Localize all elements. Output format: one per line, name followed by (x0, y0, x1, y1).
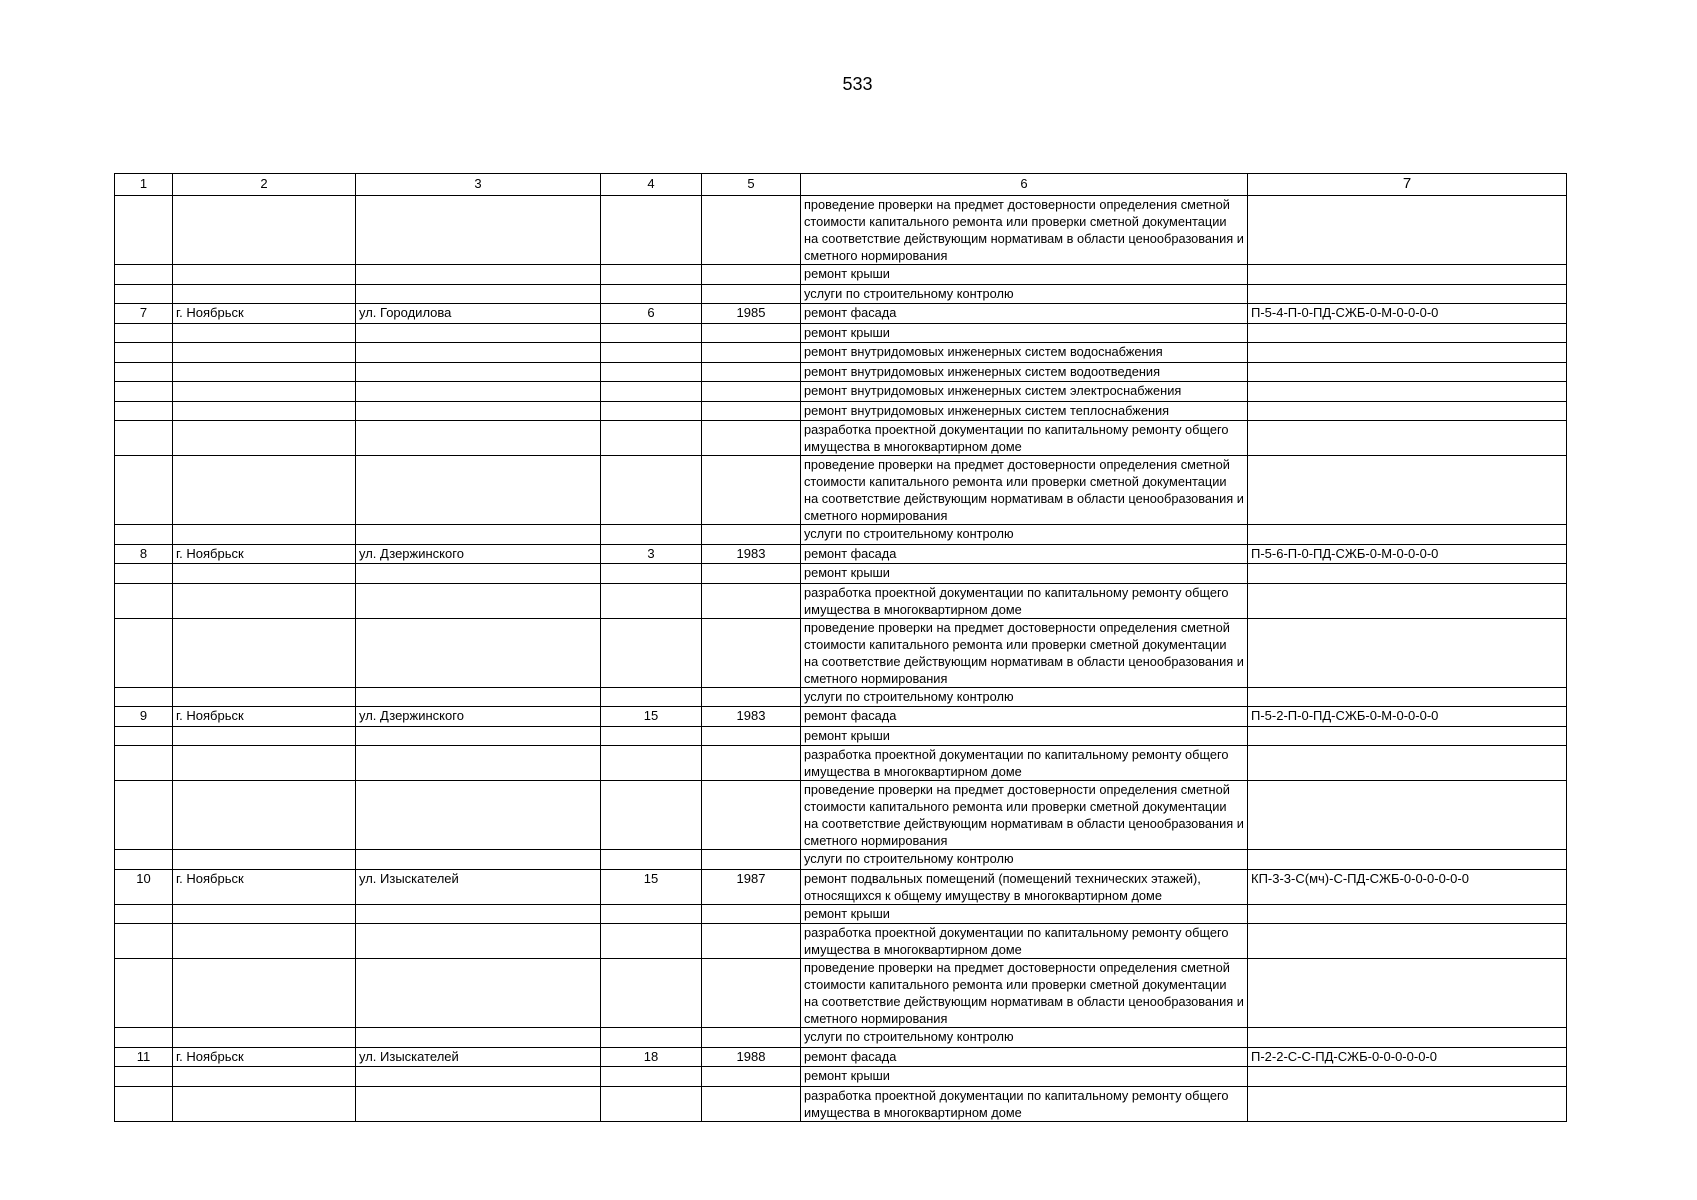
city-cell (173, 746, 356, 781)
build-year-cell (702, 1086, 801, 1121)
building-code-cell (1248, 1067, 1567, 1087)
work-type-cell: ремонт фасада (801, 544, 1248, 564)
house-number-cell: 3 (601, 544, 702, 564)
city-cell (173, 904, 356, 924)
house-number-cell (601, 265, 702, 285)
table-row (115, 525, 1567, 545)
build-year-cell (702, 583, 801, 618)
street-cell (356, 421, 601, 456)
work-type-cell: проведение проверки на предмет достоверности определения сметной стоимости капитального ремонта или проверки сметной документации на соответствие действующим нормативам в области ценообразования и сметного нормирования (801, 959, 1248, 1028)
table-row (115, 362, 1567, 382)
city-cell (173, 583, 356, 618)
work-type-cell: ремонт внутридомовых инженерных систем водоснабжения (801, 343, 1248, 363)
row-number-cell (115, 343, 173, 363)
row-number-cell (115, 726, 173, 746)
house-number-cell (601, 726, 702, 746)
street-cell (356, 687, 601, 707)
row-number-cell (115, 323, 173, 343)
building-code-cell (1248, 618, 1567, 687)
work-type-cell: ремонт крыши (801, 564, 1248, 584)
build-year-cell: 1985 (702, 304, 801, 324)
city-cell: г. Ноябрьск (173, 544, 356, 564)
building-code-cell (1248, 850, 1567, 870)
row-number-cell: 8 (115, 544, 173, 564)
building-code-cell (1248, 284, 1567, 304)
build-year-cell (702, 726, 801, 746)
city-cell (173, 1086, 356, 1121)
city-cell (173, 618, 356, 687)
header-cell-5: 5 (702, 174, 801, 196)
build-year-cell (702, 1067, 801, 1087)
house-number-cell (601, 323, 702, 343)
house-number-cell: 18 (601, 1047, 702, 1067)
house-number-cell (601, 362, 702, 382)
row-number-cell (115, 284, 173, 304)
row-number-cell (115, 618, 173, 687)
street-cell (356, 196, 601, 265)
street-cell (356, 618, 601, 687)
house-number-cell: 15 (601, 707, 702, 727)
street-cell (356, 323, 601, 343)
house-number-cell (601, 1028, 702, 1048)
street-cell (356, 456, 601, 525)
street-cell (356, 904, 601, 924)
building-code-cell (1248, 583, 1567, 618)
work-type-cell: ремонт крыши (801, 904, 1248, 924)
street-cell (356, 1028, 601, 1048)
building-code-cell (1248, 726, 1567, 746)
house-number-cell (601, 781, 702, 850)
table-row (115, 781, 1567, 850)
city-cell (173, 726, 356, 746)
build-year-cell (702, 1028, 801, 1048)
city-cell: г. Ноябрьск (173, 869, 356, 904)
building-code-cell (1248, 382, 1567, 402)
street-cell (356, 564, 601, 584)
building-code-cell (1248, 362, 1567, 382)
row-number-cell (115, 959, 173, 1028)
table-row (115, 924, 1567, 959)
work-type-cell: разработка проектной документации по капитальному ремонту общего имущества в многоквартирном доме (801, 421, 1248, 456)
row-number-cell (115, 1067, 173, 1087)
street-cell: ул. Городилова (356, 304, 601, 324)
building-code-cell (1248, 1028, 1567, 1048)
table-row (115, 1047, 1567, 1067)
city-cell (173, 850, 356, 870)
street-cell (356, 583, 601, 618)
build-year-cell: 1983 (702, 707, 801, 727)
build-year-cell (702, 382, 801, 402)
house-number-cell (601, 746, 702, 781)
building-code-cell: КП-3-3-С(мч)-С-ПД-СЖБ-0-0-0-0-0-0 (1248, 869, 1567, 904)
build-year-cell (702, 618, 801, 687)
table-row (115, 707, 1567, 727)
work-type-cell: услуги по строительному контролю (801, 850, 1248, 870)
building-code-cell: П-5-6-П-0-ПД-СЖБ-0-М-0-0-0-0 (1248, 544, 1567, 564)
city-cell (173, 456, 356, 525)
street-cell: ул. Дзержинского (356, 707, 601, 727)
street-cell (356, 265, 601, 285)
build-year-cell (702, 525, 801, 545)
header-cell-7: 7 (1248, 174, 1567, 196)
city-cell (173, 401, 356, 421)
building-code-cell (1248, 924, 1567, 959)
table-row (115, 304, 1567, 324)
work-type-cell: ремонт внутридомовых инженерных систем электроснабжения (801, 382, 1248, 402)
work-type-cell: проведение проверки на предмет достоверности определения сметной стоимости капитального ремонта или проверки сметной документации на соответствие действующим нормативам в области ценообразования и сметного нормирования (801, 781, 1248, 850)
header-cell-2: 2 (173, 174, 356, 196)
street-cell (356, 726, 601, 746)
house-number-cell (601, 564, 702, 584)
house-number-cell (601, 1086, 702, 1121)
table-row (115, 323, 1567, 343)
build-year-cell (702, 959, 801, 1028)
row-number-cell (115, 746, 173, 781)
row-number-cell (115, 525, 173, 545)
city-cell (173, 525, 356, 545)
work-type-cell: проведение проверки на предмет достоверности определения сметной стоимости капитального ремонта или проверки сметной документации на соответствие действующим нормативам в области ценообразования и сметного нормирования (801, 196, 1248, 265)
table-header-row (115, 174, 1567, 196)
work-type-cell: разработка проектной документации по капитальному ремонту общего имущества в многоквартирном доме (801, 1086, 1248, 1121)
build-year-cell: 1987 (702, 869, 801, 904)
build-year-cell (702, 323, 801, 343)
table-row (115, 959, 1567, 1028)
table-row (115, 343, 1567, 363)
work-type-cell: разработка проектной документации по капитальному ремонту общего имущества в многоквартирном доме (801, 924, 1248, 959)
table-row (115, 401, 1567, 421)
house-number-cell (601, 959, 702, 1028)
street-cell: ул. Изыскателей (356, 1047, 601, 1067)
street-cell (356, 959, 601, 1028)
table-row (115, 564, 1567, 584)
table-row (115, 284, 1567, 304)
building-code-cell (1248, 525, 1567, 545)
street-cell (356, 781, 601, 850)
work-type-cell: разработка проектной документации по капитальному ремонту общего имущества в многоквартирном доме (801, 583, 1248, 618)
work-type-cell: услуги по строительному контролю (801, 525, 1248, 545)
table-body (115, 174, 1567, 1122)
build-year-cell (702, 924, 801, 959)
house-number-cell (601, 343, 702, 363)
building-code-cell (1248, 421, 1567, 456)
city-cell: г. Ноябрьск (173, 707, 356, 727)
city-cell (173, 1067, 356, 1087)
row-number-cell (115, 1028, 173, 1048)
street-cell (356, 284, 601, 304)
work-type-cell: ремонт фасада (801, 1047, 1248, 1067)
house-number-cell (601, 1067, 702, 1087)
city-cell: г. Ноябрьск (173, 304, 356, 324)
building-code-cell (1248, 904, 1567, 924)
building-code-cell (1248, 401, 1567, 421)
build-year-cell (702, 904, 801, 924)
street-cell: ул. Дзержинского (356, 544, 601, 564)
work-type-cell: разработка проектной документации по капитальному ремонту общего имущества в многоквартирном доме (801, 746, 1248, 781)
building-code-cell (1248, 687, 1567, 707)
street-cell (356, 850, 601, 870)
row-number-cell (115, 362, 173, 382)
work-type-cell: проведение проверки на предмет достоверности определения сметной стоимости капитального ремонта или проверки сметной документации на соответствие действующим нормативам в области ценообразования и сметного нормирования (801, 618, 1248, 687)
row-number-cell (115, 583, 173, 618)
table-row (115, 850, 1567, 870)
build-year-cell: 1988 (702, 1047, 801, 1067)
street-cell (356, 343, 601, 363)
house-number-cell (601, 618, 702, 687)
work-type-cell: ремонт фасада (801, 707, 1248, 727)
house-number-cell (601, 525, 702, 545)
work-type-cell: ремонт крыши (801, 323, 1248, 343)
street-cell (356, 1086, 601, 1121)
building-code-cell (1248, 959, 1567, 1028)
house-number-cell (601, 421, 702, 456)
city-cell (173, 323, 356, 343)
city-cell (173, 343, 356, 363)
building-code-cell (1248, 1086, 1567, 1121)
build-year-cell (702, 850, 801, 870)
table-row (115, 544, 1567, 564)
work-type-cell: ремонт крыши (801, 1067, 1248, 1087)
build-year-cell (702, 196, 801, 265)
row-number-cell (115, 781, 173, 850)
house-number-cell (601, 196, 702, 265)
building-code-cell: П-2-2-С-С-ПД-СЖБ-0-0-0-0-0-0 (1248, 1047, 1567, 1067)
city-cell (173, 564, 356, 584)
house-number-cell (601, 687, 702, 707)
row-number-cell (115, 924, 173, 959)
work-type-cell: услуги по строительному контролю (801, 687, 1248, 707)
city-cell (173, 687, 356, 707)
table-row (115, 1086, 1567, 1121)
city-cell (173, 924, 356, 959)
row-number-cell (115, 456, 173, 525)
building-code-cell: П-5-4-П-0-ПД-СЖБ-0-М-0-0-0-0 (1248, 304, 1567, 324)
build-year-cell (702, 401, 801, 421)
work-type-cell: ремонт внутридомовых инженерных систем теплоснабжения (801, 401, 1248, 421)
header-cell-1: 1 (115, 174, 173, 196)
building-code-cell (1248, 456, 1567, 525)
table-row (115, 382, 1567, 402)
build-year-cell (702, 781, 801, 850)
build-year-cell (702, 456, 801, 525)
house-number-cell (601, 850, 702, 870)
build-year-cell: 1983 (702, 544, 801, 564)
building-code-cell (1248, 564, 1567, 584)
row-number-cell: 7 (115, 304, 173, 324)
city-cell (173, 382, 356, 402)
house-number-cell (601, 583, 702, 618)
table-row (115, 583, 1567, 618)
work-type-cell: услуги по строительному контролю (801, 284, 1248, 304)
row-number-cell (115, 1086, 173, 1121)
build-year-cell (702, 687, 801, 707)
city-cell (173, 284, 356, 304)
work-type-cell: проведение проверки на предмет достоверности определения сметной стоимости капитального ремонта или проверки сметной документации на соответствие действующим нормативам в области ценообразования и сметного нормирования (801, 456, 1248, 525)
house-number-cell (601, 284, 702, 304)
city-cell (173, 781, 356, 850)
build-year-cell (702, 362, 801, 382)
building-code-cell (1248, 265, 1567, 285)
row-number-cell (115, 687, 173, 707)
row-number-cell (115, 564, 173, 584)
street-cell (356, 746, 601, 781)
row-number-cell (115, 382, 173, 402)
city-cell (173, 265, 356, 285)
house-number-cell: 6 (601, 304, 702, 324)
house-number-cell (601, 924, 702, 959)
work-type-cell: услуги по строительному контролю (801, 1028, 1248, 1048)
building-code-cell (1248, 196, 1567, 265)
header-cell-3: 3 (356, 174, 601, 196)
table-row (115, 1028, 1567, 1048)
table-row (115, 456, 1567, 525)
row-number-cell: 9 (115, 707, 173, 727)
build-year-cell (702, 284, 801, 304)
build-year-cell (702, 564, 801, 584)
row-number-cell: 11 (115, 1047, 173, 1067)
street-cell (356, 401, 601, 421)
work-type-cell: ремонт подвальных помещений (помещений технических этажей), относящихся к общему имуществу в многоквартирном доме (801, 869, 1248, 904)
building-code-cell (1248, 746, 1567, 781)
city-cell (173, 1028, 356, 1048)
table-row (115, 421, 1567, 456)
house-number-cell (601, 401, 702, 421)
building-code-cell: П-5-2-П-0-ПД-СЖБ-0-М-0-0-0-0 (1248, 707, 1567, 727)
house-number-cell (601, 904, 702, 924)
city-cell (173, 959, 356, 1028)
street-cell (356, 1067, 601, 1087)
build-year-cell (702, 746, 801, 781)
work-type-cell: ремонт внутридомовых инженерных систем водоотведения (801, 362, 1248, 382)
table-row (115, 687, 1567, 707)
city-cell (173, 196, 356, 265)
house-number-cell: 15 (601, 869, 702, 904)
table-row (115, 618, 1567, 687)
row-number-cell (115, 401, 173, 421)
building-code-cell (1248, 781, 1567, 850)
street-cell (356, 525, 601, 545)
table-row (115, 904, 1567, 924)
row-number-cell (115, 421, 173, 456)
house-number-cell (601, 382, 702, 402)
header-cell-4: 4 (601, 174, 702, 196)
street-cell (356, 382, 601, 402)
table-row (115, 265, 1567, 285)
row-number-cell: 10 (115, 869, 173, 904)
work-type-cell: ремонт крыши (801, 726, 1248, 746)
building-code-cell (1248, 323, 1567, 343)
city-cell (173, 362, 356, 382)
row-number-cell (115, 850, 173, 870)
page-number: 533 (842, 74, 873, 94)
build-year-cell (702, 421, 801, 456)
build-year-cell (702, 265, 801, 285)
street-cell (356, 362, 601, 382)
building-code-cell (1248, 343, 1567, 363)
row-number-cell (115, 196, 173, 265)
work-type-cell: ремонт фасада (801, 304, 1248, 324)
repair-registry-table (114, 173, 1567, 1122)
street-cell (356, 924, 601, 959)
house-number-cell (601, 456, 702, 525)
build-year-cell (702, 343, 801, 363)
city-cell (173, 421, 356, 456)
table-row (115, 196, 1567, 265)
table-row (115, 726, 1567, 746)
row-number-cell (115, 265, 173, 285)
row-number-cell (115, 904, 173, 924)
header-cell-6: 6 (801, 174, 1248, 196)
work-type-cell: ремонт крыши (801, 265, 1248, 285)
city-cell: г. Ноябрьск (173, 1047, 356, 1067)
street-cell: ул. Изыскателей (356, 869, 601, 904)
table-row (115, 746, 1567, 781)
table-row (115, 869, 1567, 904)
table-row (115, 1067, 1567, 1087)
